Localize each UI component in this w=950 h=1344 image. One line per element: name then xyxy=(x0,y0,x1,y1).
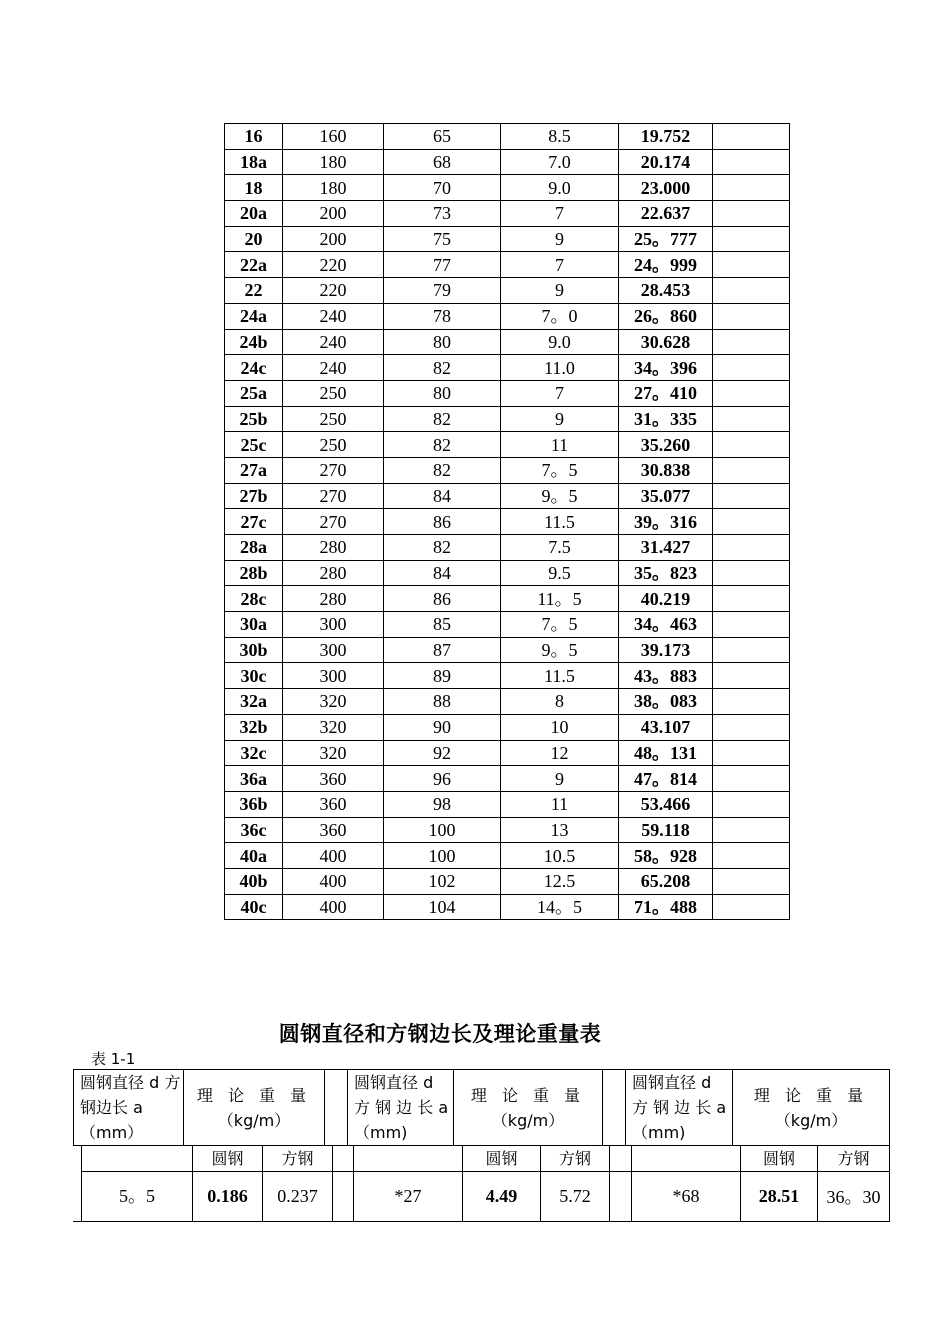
section-title: 圆钢直径和方钢边长及理论重量表 xyxy=(278,1022,602,1046)
table-row xyxy=(225,329,790,355)
height-cell: 270 xyxy=(283,457,384,483)
height-cell: 320 xyxy=(283,740,384,766)
blank-cell xyxy=(713,868,790,894)
square-subheader-2: 方钢 xyxy=(540,1145,610,1172)
height-cell: 240 xyxy=(283,329,384,355)
thickness-cell: 7。5 xyxy=(501,457,619,483)
blank-cell xyxy=(713,432,790,458)
width-cell: 80 xyxy=(384,380,501,406)
width-cell: 65 xyxy=(384,124,501,150)
height-cell: 250 xyxy=(283,380,384,406)
weight-cell: 27。410 xyxy=(619,380,713,406)
gap-header-1 xyxy=(324,1069,348,1146)
thickness-cell: 10.5 xyxy=(501,843,619,869)
model-cell: 40c xyxy=(225,894,283,920)
model-cell: 27a xyxy=(225,457,283,483)
table-row xyxy=(225,843,790,869)
blank-cell xyxy=(713,535,790,561)
weight-cell: 48。131 xyxy=(619,740,713,766)
blank-cell xyxy=(713,406,790,432)
model-cell: 25b xyxy=(225,406,283,432)
thickness-cell: 8 xyxy=(501,689,619,715)
blank-cell xyxy=(713,252,790,278)
model-cell: 25a xyxy=(225,380,283,406)
weight-cell: 39.173 xyxy=(619,637,713,663)
gap-subheader-2 xyxy=(609,1145,632,1172)
model-cell: 30a xyxy=(225,612,283,638)
thickness-cell: 8.5 xyxy=(501,124,619,150)
blank-cell xyxy=(713,149,790,175)
blank-cell xyxy=(713,663,790,689)
thickness-cell: 7 xyxy=(501,380,619,406)
size-subheader-1 xyxy=(81,1145,193,1172)
height-cell: 220 xyxy=(283,278,384,304)
round-subheader-3: 圆钢 xyxy=(740,1145,818,1172)
weight-header-2: 理 论 重 量 （kg/m） xyxy=(453,1069,603,1146)
height-cell: 280 xyxy=(283,586,384,612)
gap-cell-2 xyxy=(609,1171,632,1222)
table-note: 表 1-1 xyxy=(91,1050,136,1068)
width-cell: 82 xyxy=(384,457,501,483)
blank-cell xyxy=(713,380,790,406)
table-row xyxy=(225,714,790,740)
width-cell: 79 xyxy=(384,278,501,304)
weight-cell: 47。814 xyxy=(619,766,713,792)
blank-cell xyxy=(713,226,790,252)
model-cell: 22a xyxy=(225,252,283,278)
width-cell: 86 xyxy=(384,586,501,612)
table-row xyxy=(225,868,790,894)
model-cell: 30b xyxy=(225,637,283,663)
height-cell: 360 xyxy=(283,791,384,817)
table-row xyxy=(225,124,790,150)
height-cell: 250 xyxy=(283,406,384,432)
thickness-cell: 11.5 xyxy=(501,509,619,535)
table-row xyxy=(225,175,790,201)
round-weight-cell-1: 0.186 xyxy=(192,1171,263,1222)
width-cell: 98 xyxy=(384,791,501,817)
height-cell: 280 xyxy=(283,560,384,586)
width-cell: 88 xyxy=(384,689,501,715)
square-weight-cell-3-text: 36。30 xyxy=(826,1186,881,1207)
size-subheader-3 xyxy=(631,1145,741,1172)
blank-cell xyxy=(713,509,790,535)
weight-cell: 38。083 xyxy=(619,689,713,715)
model-cell: 36c xyxy=(225,817,283,843)
table-row xyxy=(225,791,790,817)
square-subheader-3: 方钢 xyxy=(817,1145,890,1172)
height-cell: 360 xyxy=(283,817,384,843)
weight-cell: 22.637 xyxy=(619,201,713,227)
weight-cell: 35.260 xyxy=(619,432,713,458)
width-cell: 82 xyxy=(384,535,501,561)
round-weight-cell-3: 28.51 xyxy=(740,1171,818,1222)
blank-cell xyxy=(713,740,790,766)
blank-cell xyxy=(713,560,790,586)
thickness-cell: 14。5 xyxy=(501,894,619,920)
blank-cell xyxy=(713,586,790,612)
height-cell: 270 xyxy=(283,483,384,509)
blank-cell xyxy=(713,124,790,150)
blank-cell xyxy=(713,483,790,509)
width-cell: 82 xyxy=(384,406,501,432)
width-cell: 100 xyxy=(384,817,501,843)
table-row xyxy=(225,278,790,304)
thickness-cell: 11.0 xyxy=(501,355,619,381)
thickness-cell: 9 xyxy=(501,406,619,432)
model-cell: 18 xyxy=(225,175,283,201)
weight-cell: 40.219 xyxy=(619,586,713,612)
size-header-2: 圆钢直径 d 方 钢 边 长 a（mm) xyxy=(347,1069,454,1146)
size-header-1: 圆钢直径 d 方钢边长 a（mm） xyxy=(73,1069,184,1146)
width-cell: 87 xyxy=(384,637,501,663)
table-row xyxy=(225,637,790,663)
weight-cell: 26。860 xyxy=(619,303,713,329)
weight-cell: 31。335 xyxy=(619,406,713,432)
square-weight-cell-3 xyxy=(817,1171,890,1222)
model-cell: 40b xyxy=(225,868,283,894)
weight-cell: 20.174 xyxy=(619,149,713,175)
model-cell: 20 xyxy=(225,226,283,252)
weight-cell: 19.752 xyxy=(619,124,713,150)
table-row xyxy=(225,612,790,638)
table-row xyxy=(225,894,790,920)
blank-cell xyxy=(713,843,790,869)
weight-cell: 71。488 xyxy=(619,894,713,920)
width-cell: 89 xyxy=(384,663,501,689)
square-weight-cell-2: 5.72 xyxy=(540,1171,610,1222)
height-cell: 320 xyxy=(283,714,384,740)
width-cell: 100 xyxy=(384,843,501,869)
thickness-cell: 7。5 xyxy=(501,612,619,638)
thickness-cell: 7.5 xyxy=(501,535,619,561)
model-cell: 18a xyxy=(225,149,283,175)
table-row xyxy=(225,226,790,252)
thickness-cell: 7。0 xyxy=(501,303,619,329)
height-cell: 220 xyxy=(283,252,384,278)
height-cell: 270 xyxy=(283,509,384,535)
model-cell: 36b xyxy=(225,791,283,817)
round-weight-cell-2: 4.49 xyxy=(462,1171,541,1222)
model-cell: 28c xyxy=(225,586,283,612)
width-cell: 96 xyxy=(384,766,501,792)
model-cell: 16 xyxy=(225,124,283,150)
blank-cell xyxy=(713,817,790,843)
width-cell: 86 xyxy=(384,509,501,535)
blank-cell xyxy=(713,689,790,715)
width-cell: 85 xyxy=(384,612,501,638)
thickness-cell: 9 xyxy=(501,766,619,792)
height-cell: 320 xyxy=(283,689,384,715)
width-cell: 68 xyxy=(384,149,501,175)
round-subheader-1: 圆钢 xyxy=(192,1145,263,1172)
table-row xyxy=(225,740,790,766)
table-row xyxy=(225,663,790,689)
model-cell: 32b xyxy=(225,714,283,740)
table-row xyxy=(225,689,790,715)
weight-cell: 39。316 xyxy=(619,509,713,535)
blank-cell xyxy=(713,766,790,792)
table-row xyxy=(225,766,790,792)
weight-cell: 30.838 xyxy=(619,457,713,483)
thickness-cell: 9。5 xyxy=(501,483,619,509)
channel-table-body xyxy=(225,124,790,920)
weight-cell: 35。823 xyxy=(619,560,713,586)
width-cell: 90 xyxy=(384,714,501,740)
height-cell: 300 xyxy=(283,637,384,663)
height-cell: 240 xyxy=(283,303,384,329)
size-cell-2: *27 xyxy=(353,1171,463,1222)
table-row xyxy=(225,355,790,381)
blank-cell xyxy=(713,201,790,227)
model-cell: 24a xyxy=(225,303,283,329)
model-cell: 25c xyxy=(225,432,283,458)
weight-cell: 24。999 xyxy=(619,252,713,278)
thickness-cell: 7 xyxy=(501,252,619,278)
square-weight-cell-1: 0.237 xyxy=(262,1171,333,1222)
weight-cell: 53.466 xyxy=(619,791,713,817)
model-cell: 27c xyxy=(225,509,283,535)
table-row xyxy=(225,586,790,612)
gap-subheader-1 xyxy=(332,1145,354,1172)
height-cell: 200 xyxy=(283,226,384,252)
height-cell: 300 xyxy=(283,663,384,689)
thickness-cell: 11 xyxy=(501,791,619,817)
model-cell: 28b xyxy=(225,560,283,586)
weight-cell: 65.208 xyxy=(619,868,713,894)
table-row xyxy=(225,457,790,483)
blank-cell xyxy=(713,278,790,304)
weight-cell: 25。777 xyxy=(619,226,713,252)
height-cell: 400 xyxy=(283,843,384,869)
blank-cell xyxy=(713,791,790,817)
table-row xyxy=(225,432,790,458)
blank-cell xyxy=(713,457,790,483)
width-cell: 80 xyxy=(384,329,501,355)
weight-header-1: 理 论 重 量 （kg/m） xyxy=(183,1069,325,1146)
width-cell: 84 xyxy=(384,560,501,586)
weight-cell: 34。463 xyxy=(619,612,713,638)
weight-cell: 31.427 xyxy=(619,535,713,561)
thickness-cell: 9.0 xyxy=(501,329,619,355)
thickness-cell: 7 xyxy=(501,201,619,227)
weight-cell: 59.118 xyxy=(619,817,713,843)
gap-cell-1 xyxy=(332,1171,354,1222)
model-cell: 27b xyxy=(225,483,283,509)
model-cell: 36a xyxy=(225,766,283,792)
table-row xyxy=(225,406,790,432)
table-bottom-stub xyxy=(73,1221,85,1222)
table-row xyxy=(225,509,790,535)
weight-cell: 43。883 xyxy=(619,663,713,689)
width-cell: 73 xyxy=(384,201,501,227)
width-cell: 92 xyxy=(384,740,501,766)
table-row xyxy=(225,380,790,406)
blank-cell xyxy=(713,329,790,355)
thickness-cell: 13 xyxy=(501,817,619,843)
square-subheader-1: 方钢 xyxy=(262,1145,333,1172)
size-cell-1: 5。5 xyxy=(81,1171,193,1222)
height-cell: 300 xyxy=(283,612,384,638)
size-cell-3: *68 xyxy=(631,1171,741,1222)
thickness-cell: 7.0 xyxy=(501,149,619,175)
table-row xyxy=(225,483,790,509)
height-cell: 200 xyxy=(283,201,384,227)
width-cell: 84 xyxy=(384,483,501,509)
table-row xyxy=(225,560,790,586)
width-cell: 78 xyxy=(384,303,501,329)
size-header-3: 圆钢直径 d 方 钢 边 长 a（mm) xyxy=(625,1069,733,1146)
thickness-cell: 11 xyxy=(501,432,619,458)
model-cell: 22 xyxy=(225,278,283,304)
model-cell: 32c xyxy=(225,740,283,766)
model-cell: 32a xyxy=(225,689,283,715)
size-subheader-2 xyxy=(353,1145,463,1172)
height-cell: 180 xyxy=(283,175,384,201)
blank-cell xyxy=(713,637,790,663)
thickness-cell: 9.0 xyxy=(501,175,619,201)
round-subheader-2: 圆钢 xyxy=(462,1145,541,1172)
weight-cell: 58。928 xyxy=(619,843,713,869)
table-row xyxy=(225,201,790,227)
width-cell: 70 xyxy=(384,175,501,201)
table-row xyxy=(225,817,790,843)
weight-cell: 23.000 xyxy=(619,175,713,201)
blank-cell xyxy=(713,612,790,638)
model-cell: 40a xyxy=(225,843,283,869)
thickness-cell: 9.5 xyxy=(501,560,619,586)
height-cell: 160 xyxy=(283,124,384,150)
thickness-cell: 12 xyxy=(501,740,619,766)
blank-cell xyxy=(713,175,790,201)
round-square-steel-table xyxy=(73,1069,890,1223)
model-cell: 28a xyxy=(225,535,283,561)
weight-cell: 43.107 xyxy=(619,714,713,740)
width-cell: 77 xyxy=(384,252,501,278)
weight-cell: 34。396 xyxy=(619,355,713,381)
thickness-cell: 10 xyxy=(501,714,619,740)
thickness-cell: 9。5 xyxy=(501,637,619,663)
height-cell: 280 xyxy=(283,535,384,561)
model-cell: 30c xyxy=(225,663,283,689)
model-cell: 20a xyxy=(225,201,283,227)
weight-cell: 28.453 xyxy=(619,278,713,304)
height-cell: 240 xyxy=(283,355,384,381)
width-cell: 82 xyxy=(384,355,501,381)
blank-cell xyxy=(713,303,790,329)
height-cell: 360 xyxy=(283,766,384,792)
table-row xyxy=(225,535,790,561)
height-cell: 400 xyxy=(283,868,384,894)
thickness-cell: 11。5 xyxy=(501,586,619,612)
weight-cell: 30.628 xyxy=(619,329,713,355)
height-cell: 400 xyxy=(283,894,384,920)
blank-cell xyxy=(713,714,790,740)
height-cell: 250 xyxy=(283,432,384,458)
width-cell: 102 xyxy=(384,868,501,894)
blank-cell xyxy=(713,355,790,381)
thickness-cell: 11.5 xyxy=(501,663,619,689)
thickness-cell: 9 xyxy=(501,226,619,252)
table-row xyxy=(225,149,790,175)
weight-cell: 35.077 xyxy=(619,483,713,509)
gap-header-2 xyxy=(602,1069,626,1146)
table-row xyxy=(225,303,790,329)
height-cell: 180 xyxy=(283,149,384,175)
thickness-cell: 12.5 xyxy=(501,868,619,894)
channel-steel-table xyxy=(224,123,790,920)
thickness-cell: 9 xyxy=(501,278,619,304)
width-cell: 75 xyxy=(384,226,501,252)
weight-header-3: 理 论 重 量 （kg/m） xyxy=(732,1069,890,1146)
blank-cell xyxy=(713,894,790,920)
model-cell: 24b xyxy=(225,329,283,355)
width-cell: 82 xyxy=(384,432,501,458)
model-cell: 24c xyxy=(225,355,283,381)
table-row xyxy=(225,252,790,278)
width-cell: 104 xyxy=(384,894,501,920)
